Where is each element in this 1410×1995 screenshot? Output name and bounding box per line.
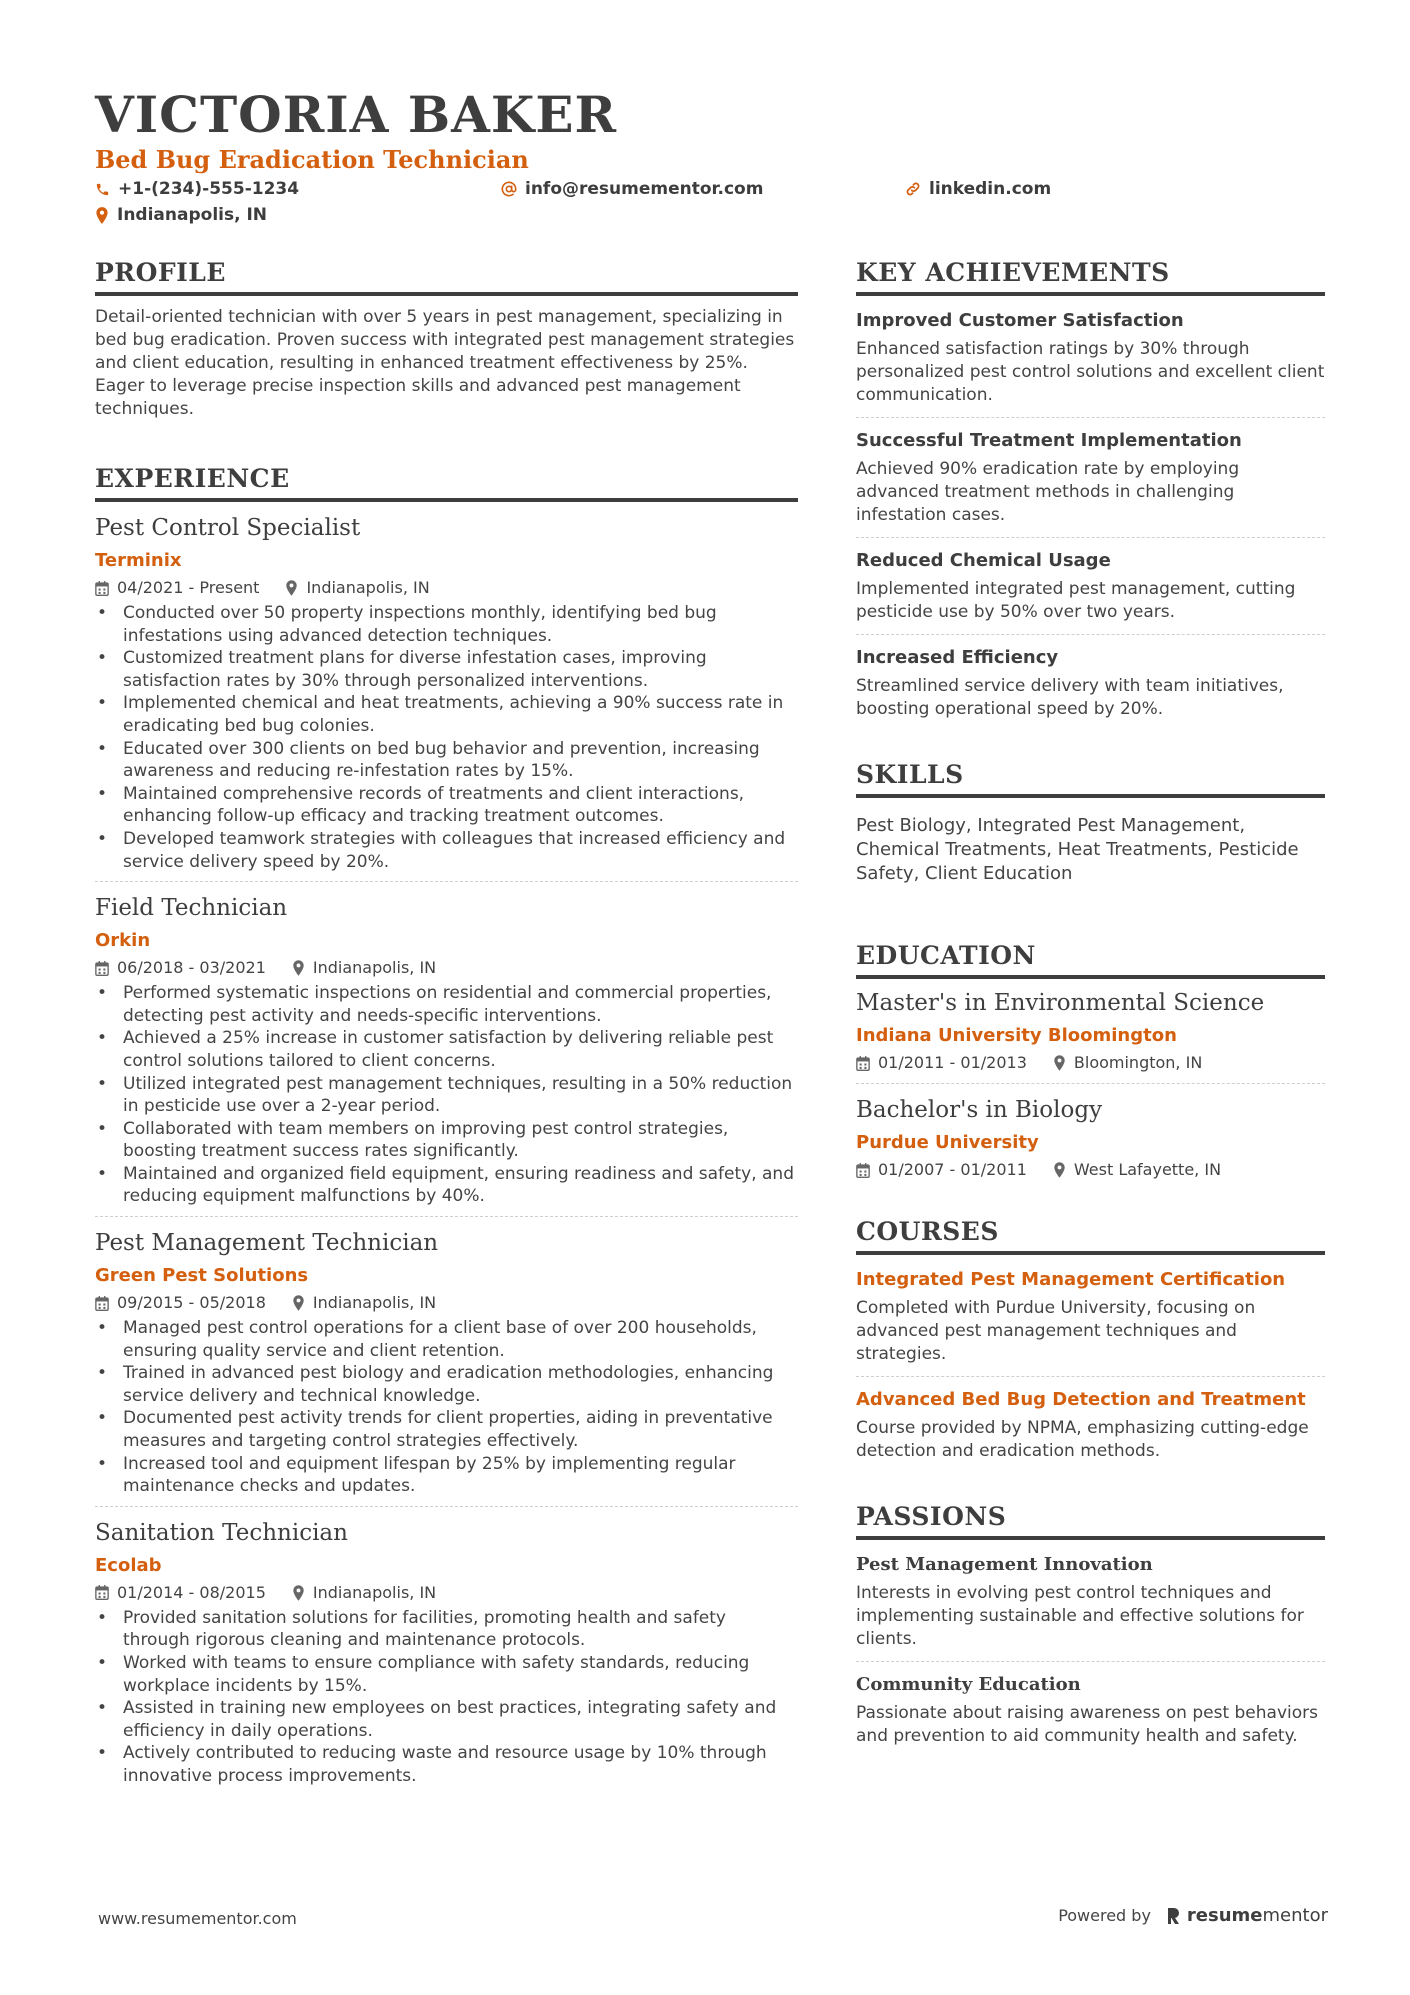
calendar-icon (95, 1296, 109, 1311)
experience-list (95, 512, 798, 1796)
company-name: Terminix (95, 550, 182, 571)
passion-item (856, 1661, 1325, 1758)
candidate-name: VICTORIA BAKER (95, 85, 618, 144)
job-title: Sanitation Technician (95, 1519, 348, 1546)
achievement-title: Increased Efficiency (856, 647, 1059, 668)
education-heading: EDUCATION (856, 940, 1325, 979)
company-name: Ecolab (95, 1554, 162, 1576)
job-title: Pest Control Specialist (95, 515, 361, 541)
right-column (856, 257, 1325, 1758)
map-pin-icon (285, 580, 298, 596)
location (292, 956, 436, 980)
location-contact (95, 202, 267, 228)
bullet-list (95, 1607, 798, 1788)
company-name: Green Pest Solutions (95, 1265, 309, 1287)
location (1053, 1158, 1221, 1182)
map-pin-icon (292, 960, 305, 976)
passion-desc: Interests in evolving pest control techniques and implementing sustainable and effective solutions for clients. (856, 1583, 1304, 1649)
bullet-item: • Maintained comprehensive records of treatments and client interactions, enhancing follow-up efficacy and tracking treatment outcomes. (95, 783, 798, 828)
bullet-item: • Actively contributed to reducing waste and resource usage by 10% through innovative process improvements. (95, 1742, 798, 1787)
experience-heading: EXPERIENCE (95, 463, 798, 502)
location (285, 576, 429, 600)
courses-heading: COURSES (856, 1216, 1325, 1255)
experience-entry (95, 881, 798, 1216)
profile-heading: PROFILE (95, 257, 798, 296)
date-location-row (95, 576, 798, 600)
bullet-item: • Performed systematic inspections on residential and commercial properties, detecting pest activity and needs-specific interventions. (95, 982, 798, 1027)
education-entry (856, 1083, 1325, 1190)
bullet-item: • Documented pest activity trends for client properties, aiding in preventative measures and targeting control strategies effectively. (95, 1407, 798, 1452)
bullet-item: • Managed pest control operations for a client base of over 200 households, ensuring quality service and client retention. (95, 1317, 798, 1362)
experience-entry (95, 1506, 798, 1796)
achievement-desc: Achieved 90% eradication rate by employing advanced treatment methods in challenging infestation cases. (856, 459, 1240, 525)
powered-by-label: Powered by (1058, 1906, 1151, 1925)
job-title: Pest Management Technician (95, 1230, 439, 1257)
course-item (856, 1376, 1325, 1473)
passion-title: Pest Management Innovation (856, 1554, 1153, 1575)
course-title: Advanced Bed Bug Detection and Treatment (856, 1389, 1306, 1410)
date-location-row (856, 1051, 1325, 1075)
date-text: 06/2018 - 03/2021 (117, 958, 266, 978)
calendar-icon (95, 581, 109, 596)
bullet-item: • Customized treatment plans for diverse infestation cases, improving satisfaction rates by 30% through personalized interventions. (95, 647, 798, 692)
map-pin-icon (1053, 1055, 1066, 1071)
date-location-row (95, 1581, 798, 1605)
education-list (856, 987, 1325, 1190)
achievement-desc: Streamlined service delivery with team initiatives, boosting operational speed by 20%. (856, 676, 1284, 719)
at-icon (501, 181, 517, 197)
course-item (856, 1257, 1325, 1376)
date-text: 01/2011 - 01/2013 (878, 1053, 1027, 1072)
passion-desc: Passionate about raising awareness on pest behaviors and prevention to aid community health and safety. (856, 1703, 1318, 1746)
calendar-icon (95, 1585, 109, 1600)
date-location-row (856, 1158, 1325, 1182)
skills-text: Pest Biology, Integrated Pest Management, Chemical Treatments, Heat Treatments, Pesticide Safety, Client Education (856, 815, 1299, 884)
bullet-item: • Maintained and organized field equipment, ensuring readiness and safety, and reducing equipment malfunctions by 40%. (95, 1163, 798, 1208)
linkedin-contact[interactable] (905, 176, 1051, 202)
achievement-item (856, 417, 1325, 537)
calendar-icon (95, 961, 109, 976)
phone-contact (95, 176, 299, 202)
achievement-desc: Enhanced satisfaction ratings by 30% through personalized pest control solutions and excellent client communication. (856, 339, 1325, 405)
resumementor-logo-icon (1165, 1906, 1181, 1926)
calendar-icon (856, 1163, 870, 1178)
location-text: West Lafayette, IN (1073, 1160, 1222, 1179)
contact-row-2 (95, 202, 1325, 228)
bullet-item: • Developed teamwork strategies with colleagues that increased efficiency and service delivery speed by 20%. (95, 828, 798, 873)
footer (98, 1905, 1328, 1935)
bullet-item: • Conducted over 50 property inspections monthly, identifying bed bug infestations using advanced detection techniques. (95, 602, 798, 647)
map-pin-icon (95, 207, 109, 224)
achievement-title: Improved Customer Satisfaction (856, 310, 1184, 331)
degree: Master's in Environmental Science (856, 990, 1265, 1016)
resume-header (95, 86, 1325, 228)
bullet-item: • Trained in advanced pest biology and eradication methodologies, enhancing service delivery and technical knowledge. (95, 1362, 798, 1407)
experience-entry (95, 1216, 798, 1506)
link-icon (905, 181, 921, 197)
map-pin-icon (1053, 1162, 1066, 1178)
map-pin-icon (292, 1585, 305, 1601)
achievements-heading: KEY ACHIEVEMENTS (856, 257, 1325, 296)
date-location-row (95, 956, 798, 980)
contact-row-1 (95, 176, 1325, 202)
education-entry (856, 987, 1325, 1083)
location (292, 1581, 436, 1605)
location (1053, 1051, 1202, 1075)
bullet-item: • Increased tool and equipment lifespan by 25% by implementing regular maintenance checks and updates. (95, 1453, 798, 1498)
course-desc: Completed with Purdue University, focusing on advanced pest management techniques and strategies. (856, 1298, 1256, 1364)
achievement-title: Reduced Chemical Usage (856, 550, 1111, 571)
date-range (95, 576, 259, 600)
bullet-item: • Collaborated with team members on improving pest control strategies, boosting treatment success rates significantly. (95, 1118, 798, 1163)
date-range (856, 1158, 1027, 1182)
achievement-item (856, 634, 1325, 731)
achievement-item (856, 537, 1325, 634)
achievements-list (856, 298, 1325, 731)
school-name: Purdue University (856, 1132, 1039, 1153)
skills-heading: SKILLS (856, 759, 1325, 798)
company-name: Orkin (95, 930, 151, 952)
bullet-list (95, 1317, 798, 1498)
passion-item (856, 1542, 1325, 1661)
phone-icon (95, 182, 110, 197)
date-text: 09/2015 - 05/2018 (117, 1293, 266, 1313)
email-contact[interactable] (501, 176, 763, 202)
date-text: 01/2007 - 01/2011 (878, 1160, 1027, 1179)
school-name: Indiana University Bloomington (856, 1025, 1177, 1046)
bullet-item: • Assisted in training new employees on best practices, integrating safety and efficiency in daily operations. (95, 1697, 798, 1742)
course-title: Integrated Pest Management Certification (856, 1269, 1286, 1290)
email-link[interactable]: info@resumementor.com (525, 179, 764, 199)
bullet-item: • Implemented chemical and heat treatments, achieving a 90% success rate in eradicating bed bug colonies. (95, 692, 798, 737)
passion-title: Community Education (856, 1674, 1081, 1695)
job-title-headline: Bed Bug Eradication Technician (95, 145, 529, 174)
powered-by (1058, 1905, 1328, 1926)
map-pin-icon (292, 1295, 305, 1311)
bullet-list (95, 982, 798, 1208)
location (292, 1291, 436, 1315)
date-range (856, 1051, 1027, 1075)
profile-text: Detail-oriented technician with over 5 years in pest management, specializing in bed bug eradication. Proven success with integrated pest management strategies and client education, resulting in enhanced treatment effectiveness by 25%. Eager to leverage precise inspection skills and advanced pest management techniques. (95, 307, 795, 419)
calendar-icon (856, 1056, 870, 1071)
linkedin-link[interactable]: linkedin.com (929, 179, 1052, 199)
experience-entry (95, 512, 798, 881)
bullet-item: • Provided sanitation solutions for facilities, promoting health and safety through rigorous cleaning and maintenance protocols. (95, 1607, 798, 1652)
location-text: Bloomington, IN (1073, 1053, 1203, 1072)
achievement-title: Successful Treatment Implementation (856, 430, 1242, 451)
left-column (95, 257, 798, 1796)
bullet-item: • Achieved a 25% increase in customer satisfaction by delivering reliable pest control solutions tailored to client concerns. (95, 1027, 798, 1072)
bullet-item: • Worked with teams to ensure compliance with safety standards, reducing workplace incidents by 15%. (95, 1652, 798, 1697)
footer-website[interactable]: www.resumementor.com (98, 1909, 297, 1928)
date-location-row (95, 1291, 798, 1315)
brand-bold: resume (1186, 1905, 1263, 1926)
phone-text: +1-(234)-555-1234 (118, 179, 300, 199)
date-range (95, 1291, 266, 1315)
course-desc: Course provided by NPMA, emphasizing cutting-edge detection and eradication methods. (856, 1418, 1309, 1461)
bullet-item: • Utilized integrated pest management techniques, resulting in a 50% reduction in pesticide use over a 2-year period. (95, 1073, 798, 1118)
location-text: Indianapolis, IN (312, 1582, 437, 1602)
bullet-list (95, 602, 798, 873)
date-range (95, 1581, 266, 1605)
location-text: Indianapolis, IN (306, 578, 430, 597)
location-text: Indianapolis, IN (312, 958, 437, 978)
passions-list (856, 1542, 1325, 1758)
location-text: Indianapolis, IN (312, 1293, 437, 1313)
courses-list (856, 1257, 1325, 1473)
brand-logo[interactable] (1165, 1905, 1328, 1926)
date-range (95, 956, 266, 980)
achievement-desc: Implemented integrated pest management, cutting pesticide use by 50% over two years. (856, 579, 1296, 622)
bullet-item: • Educated over 300 clients on bed bug behavior and prevention, increasing awareness and reducing re-infestation rates by 15%. (95, 738, 798, 783)
location-text: Indianapolis, IN (117, 205, 268, 225)
passions-heading: PASSIONS (856, 1501, 1325, 1540)
brand-light: mentor (1262, 1905, 1328, 1926)
date-text: 04/2021 - Present (117, 578, 260, 597)
job-title: Field Technician (95, 895, 288, 922)
degree: Bachelor's in Biology (856, 1097, 1103, 1123)
achievement-item (856, 298, 1325, 417)
date-text: 01/2014 - 08/2015 (117, 1582, 266, 1602)
